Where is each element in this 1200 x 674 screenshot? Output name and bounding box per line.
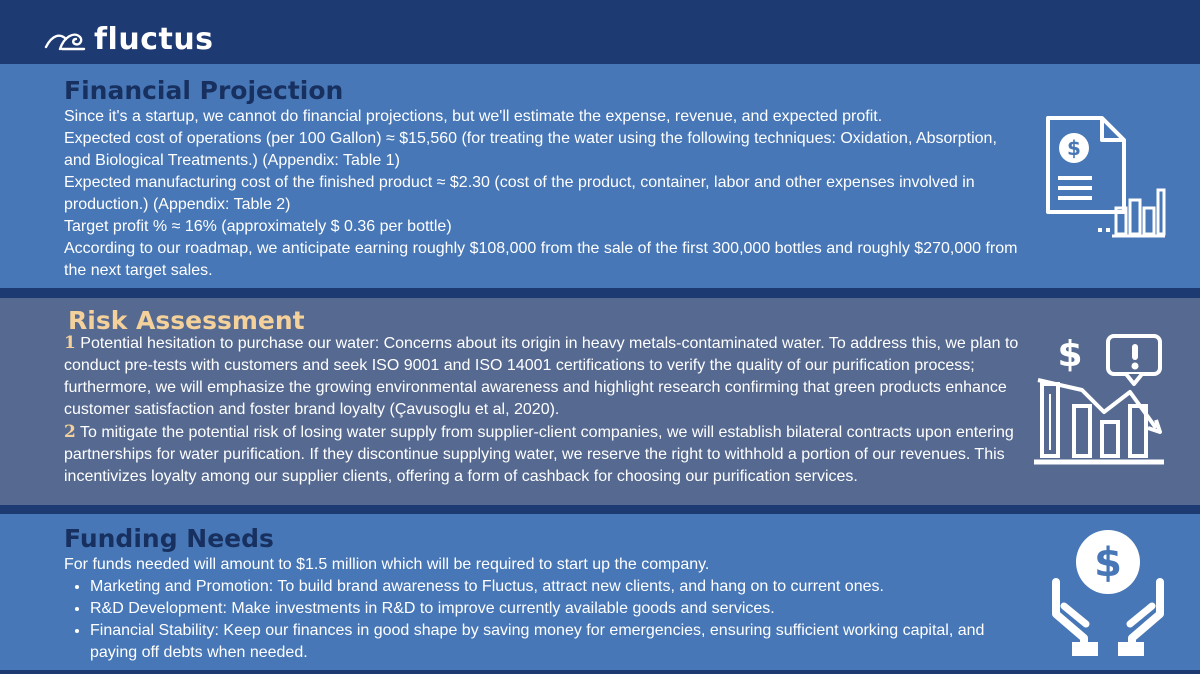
risk-number: 2	[64, 422, 76, 442]
risk-chart-icon	[1030, 332, 1170, 468]
financial-projection-section	[0, 64, 1200, 288]
funding-list	[64, 576, 1024, 664]
financial-line: Since it's a startup, we cannot do financial projections, but we'll estimate the expense, revenue, and expected profit.	[64, 108, 883, 125]
financial-line: Expected cost of operations (per 100 Gallon) ≈ $15,560 (for treating the water using the following techniques: Oxidation, Absorption, and Biological Treatments.) (Appendix: Table 1)	[64, 130, 997, 169]
list-item: • R&D Development: Make investments in R&D to improve currently available goods and services.	[90, 598, 1024, 620]
brand-name: fluctus	[94, 22, 214, 57]
risk-body	[64, 332, 1024, 488]
top-bar	[0, 0, 1200, 64]
financial-line: Target profit % ≈ 16% (approximately $ 0.36 per bottle)	[64, 218, 452, 235]
financial-line: According to our roadmap, we anticipate earning roughly $108,000 from the sale of the first 300,000 bottles and roughly $270,000 from the next target sales.	[64, 240, 1018, 279]
risk-text: Potential hesitation to purchase our water: Concerns about its origin in heavy metals-contaminated water. To address this, we plan to conduct pre-tests with customers and seek ISO 9001 and ISO 14001 certifications to verify the quality of our purification process; furthermore, we will emphasize the growing environmental awareness and highlight research confirming that green products enhance customer satisfaction and foster brand loyalty (Çavusoglu et al, 2020).	[64, 335, 1019, 418]
financial-line: Expected manufacturing cost of the finished product ≈ $2.30 (cost of the product, container, labor and other expenses involved in production.) (Appendix: Table 2)	[64, 174, 975, 213]
hands-dollar-icon	[1050, 528, 1170, 658]
svg-text:$: $	[1094, 540, 1122, 586]
risk-assessment-section	[0, 298, 1200, 505]
list-item: • Marketing and Promotion: To build brand awareness to Fluctus, attract new clients, and hang on to current ones.	[90, 576, 1024, 598]
svg-text:$: $	[1057, 334, 1083, 375]
list-item: • Financial Stability: Keep our finances in good shape by saving money for emergencies, ensuring sufficient working capital, and paying off debts when needed.	[90, 620, 1024, 664]
risk-number: 1	[64, 333, 76, 353]
financial-body	[64, 106, 1024, 282]
section-divider	[0, 670, 1200, 674]
brand-logo	[44, 22, 214, 57]
financial-report-icon	[1040, 112, 1166, 240]
funding-needs-section	[0, 514, 1200, 670]
svg-text:$: $	[1067, 136, 1081, 160]
section-title: Financial Projection	[64, 76, 344, 105]
funding-body	[64, 554, 1024, 664]
section-title: Risk Assessment	[68, 306, 305, 335]
risk-item	[64, 421, 1024, 488]
risk-item	[64, 332, 1024, 421]
section-divider	[0, 288, 1200, 298]
funding-intro: For funds needed will amount to $1.5 million which will be required to start up the company.	[64, 556, 710, 573]
risk-text: To mitigate the potential risk of losing water supply from supplier-client companies, we will establish bilateral contracts upon entering partnerships for water purification. If they discontinue supplying water, we reserve the right to withhold a portion of our revenues. This incentivizes loyalty among our supplier clients, offering a form of cashback for choosing our purification services.	[64, 424, 1014, 485]
wave-icon	[44, 27, 86, 53]
section-title: Funding Needs	[64, 524, 274, 553]
